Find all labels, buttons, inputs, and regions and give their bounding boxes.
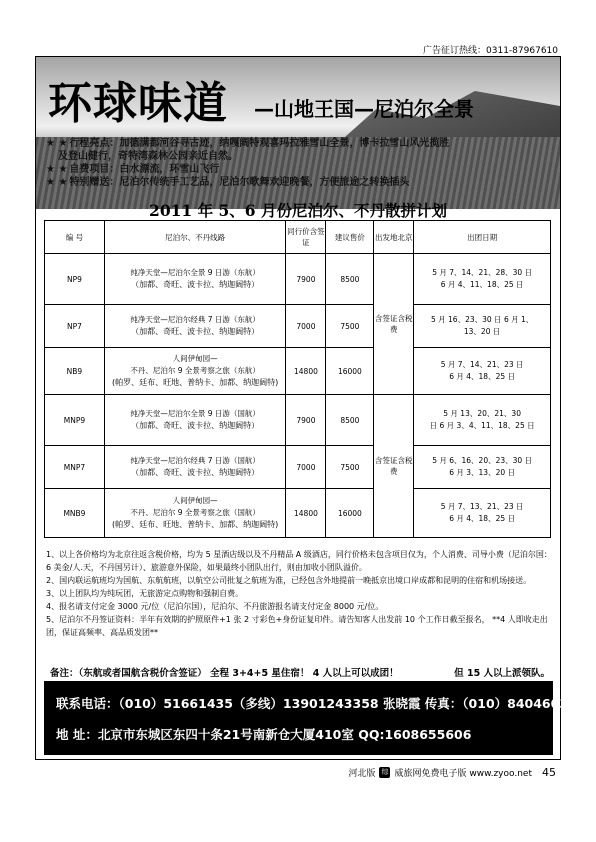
- row-dates: 5 月 7、13、21、23 日 6 月 4、18、25 日: [414, 489, 551, 538]
- row-code: MNP9: [45, 395, 105, 446]
- banner-title: 环球味道: [48, 78, 228, 129]
- row-code: MNB9: [45, 489, 105, 538]
- note-item: 3、以上团队均为纯玩团，无旅游定点购物和强制自费。: [46, 589, 244, 598]
- footer-site: 威旅网免费电子版 www.zyoo.net: [394, 769, 532, 779]
- col-dates: 出团日期: [414, 221, 551, 254]
- row-depart: 含签证含税费: [374, 254, 414, 395]
- row-depart: 含签证含税费: [374, 395, 414, 538]
- plan-table: [44, 220, 551, 538]
- row-peer-price: 7000: [286, 305, 326, 348]
- row-peer-price: 7900: [286, 395, 326, 446]
- row-route: 纯净天堂—尼泊尔经典 7 日游（东航） （加都、奇旺、波卡拉、纳迦阔特）: [104, 305, 286, 348]
- table-row: [45, 489, 551, 538]
- ad-hotline: 广告征订热线：0311-87967610: [423, 46, 558, 56]
- table-row: [45, 395, 551, 446]
- row-dates: 5 月 7、14、21、28、30 日 6 月 4、11、18、25 日: [414, 254, 551, 305]
- banner-subtitle: —山地王国—尼泊尔全景: [254, 97, 474, 121]
- row-suggest-price: 16000: [326, 348, 374, 395]
- col-code: 编 号: [45, 221, 105, 254]
- row-route: 纯净天堂—尼泊尔全景 9 日游（东航） （加都、奇旺、波卡拉、纳迦阔特）: [104, 254, 286, 305]
- contact-address: 地 址：北京市东城区东四十条21号南新仓大厦410室 QQ:1608655606: [56, 727, 472, 742]
- note-item: 4、报名请支付定金 3000 元/位（尼泊尔国），尼泊尔、不丹旅游报名请支付定金 8000 元/位。: [46, 602, 384, 611]
- row-route: 纯净天堂—尼泊尔全景 9 日游（国航） （加都、奇旺、波卡拉、纳迦阔特）: [104, 395, 286, 446]
- contact-box: [44, 681, 577, 755]
- row-peer-price: 14800: [286, 348, 326, 395]
- row-suggest-price: 8500: [326, 254, 374, 305]
- feature-line: ★ ★ 行程亮点：加德满都河谷寻古迹，纳嘎阔特观喜玛拉雅雪山全景，博卡拉雪山风光揽胜: [46, 138, 450, 149]
- col-depart: 出发地北京: [374, 221, 414, 254]
- row-code: NP7: [45, 305, 105, 348]
- row-suggest-price: 7500: [326, 446, 374, 489]
- row-route: 人间伊甸园— 不丹、尼泊尔 9 全景考察之旅（国航） (帕罗、廷布、旺地、普纳卡、加都、纳迦阔特): [104, 489, 286, 538]
- table-row: [45, 348, 551, 395]
- note-item: 5、尼泊尔不丹签证资料：半年有效期的护照原件+1 张 2 寸彩色+身份证复印件。请告知客人出发前 10 个工作日截至报名， **4 人即收走出团，保证高频率、高品质发团**: [46, 615, 548, 637]
- row-suggest-price: 16000: [326, 489, 374, 538]
- remark: [50, 665, 550, 679]
- col-peer-price: 同行价含签证: [286, 221, 326, 254]
- row-suggest-price: 7500: [326, 305, 374, 348]
- table-row: [45, 305, 551, 348]
- row-peer-price: 7000: [286, 446, 326, 489]
- remark-label: 备注：（东航或者国航含税价含签证） 全程 3+4+5 星住宿！ 4 人以上可以成团！: [50, 668, 399, 679]
- row-route: 纯净天堂—尼泊尔经典 7 日游（国航） （加都、奇旺、波卡拉、纳迦阔特）: [104, 446, 286, 489]
- feature-line: 及登山健行，奇特湾森林公园亲近自然。: [58, 151, 238, 162]
- feature-line: ★ ★ 特别赠送：尼泊尔传统手工艺品，尼泊尔歌舞欢迎晚餐，方便旅途之转换插头: [46, 177, 410, 188]
- footer: [348, 766, 556, 779]
- footer-logo-icon: 综: [381, 768, 389, 776]
- row-dates: 5 月 7、14、21、23 日 6 月 4、18、25 日: [414, 348, 551, 395]
- advertisement-frame: [35, 56, 577, 760]
- feature-line: ★ ★ 自费项目：白水漂流，环雪山飞行: [46, 164, 220, 175]
- row-route: 人间伊甸园— 不丹、尼泊尔 9 全景考察之旅（东航） (帕罗、廷布、旺地、普纳卡、加都、纳迦阔特): [104, 348, 286, 395]
- col-suggest-price: 建议售价: [326, 221, 374, 254]
- plan-heading: 2011 年 5、6 月份尼泊尔、不丹散拼计划: [149, 201, 447, 220]
- row-suggest-price: 8500: [326, 395, 374, 446]
- col-route: 尼泊尔、不丹线路: [104, 221, 286, 254]
- table-row: [45, 446, 551, 489]
- note-item: 2、国内联运航班均为国航、东航航班，以航空公司批复之航班为准，已经包含外地提前一晚抵京出境口岸成都和昆明的住宿和机场接送。: [46, 576, 532, 585]
- row-code: NB9: [45, 348, 105, 395]
- table-row: [45, 254, 551, 305]
- banner: [36, 57, 560, 209]
- row-dates: 5 月 6、16、20、23、30 日 6 月 3、13、20 日: [414, 446, 551, 489]
- contact-phone: 联系电话：（010）51661435（多线）13901243358 张晓霞 传真：（010）84046038: [56, 696, 577, 711]
- row-code: MNP7: [45, 446, 105, 489]
- row-code: NP9: [45, 254, 105, 305]
- footer-edition: 河北版: [348, 769, 376, 779]
- row-dates: 5 月 13、20、21、30 日 6 月 3、4、11、18、25 日: [414, 395, 551, 446]
- notes: [46, 548, 554, 639]
- row-peer-price: 7900: [286, 254, 326, 305]
- row-peer-price: 14800: [286, 489, 326, 538]
- page-number: 45: [542, 766, 556, 779]
- row-dates: 5 月 16、23、30 日 6 月 1、 13、20 日: [414, 305, 551, 348]
- remark-right: 但 15 人以上派领队。: [454, 668, 550, 679]
- note-item: 1、以上各价格均为北京往返含税价格，均为 5 星酒店级以及不丹精品 A 级酒店，同行价格未包含项目仅为，个人消费、司导小费（尼泊尔国：6 美金/人.天，不丹国另计）、旅游意外保险，如果最终小团队出行，则由加收小团队溢价。: [46, 550, 552, 572]
